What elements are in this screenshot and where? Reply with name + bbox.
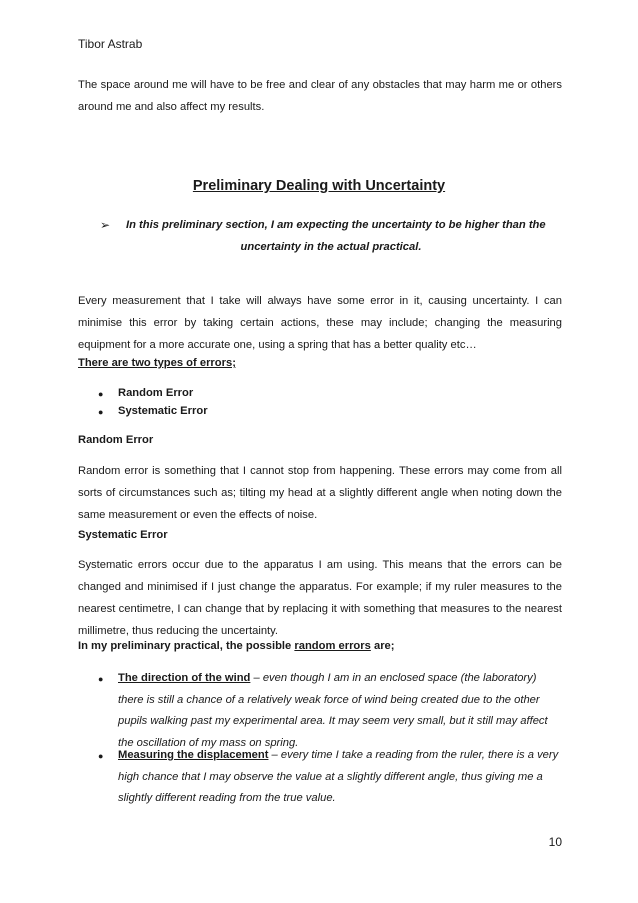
section-title: Preliminary Dealing with Uncertainty — [192, 178, 446, 194]
note-line-2: uncertainty in the actual practical. — [240, 241, 422, 253]
error-type-random: Random Error — [118, 387, 194, 399]
arrow-bullet-icon: ➢ — [100, 218, 111, 232]
list-item — [118, 668, 562, 754]
preliminary-errors-heading — [78, 640, 395, 652]
error-types-heading: There are two types of errors; — [78, 357, 236, 369]
systematic-error-text: Systematic errors occur due to the apparatus I am using. This means that the errors can be changed and minimised if I just change the apparatus. For example; if my ruler measures to the nearest centimetre, I can change that by replacing it with something that measures to the nearest millimetre, thus reducing the uncertainty. — [78, 559, 562, 637]
systematic-error-heading: Systematic Error — [78, 529, 168, 541]
item-lead: The direction of the wind — [118, 672, 251, 684]
note-line-1: In this preliminary section, I am expecting the uncertainty to be higher than the — [126, 219, 546, 231]
author-name: Tibor Astrab — [78, 37, 143, 51]
bullet-icon: ● — [98, 407, 104, 417]
item-text: – even though I am in an enclosed space (the laboratory) there is still a chance of a relatively weak force of wind being created due to the other pupils walking past my experimental area. It may seem very small, but it still may affect the oscillation of my mass on spring. — [118, 672, 548, 749]
error-type-systematic: Systematic Error — [118, 405, 208, 417]
item-lead: Measuring the displacement — [118, 749, 269, 761]
page-number: 10 — [548, 835, 562, 849]
measurement-paragraph: Every measurement that I take will always have some error in it, causing uncertainty. I can minimise this error by taking certain actions, these may include; changing the measuring equipment for a more accurate one, using a spring that has a better quality etc… — [78, 295, 562, 351]
bullet-icon: ● — [98, 389, 104, 399]
heading-random-errors: random errors — [294, 640, 371, 652]
random-error-heading: Random Error — [78, 434, 154, 446]
bullet-icon: ● — [98, 751, 104, 761]
list-item — [118, 745, 562, 810]
item-text: – every time I take a reading from the ruler, there is a very high chance that I may observe the value at a slightly different angle, thus giving me a slightly different reading from the true value. — [118, 749, 559, 804]
random-error-text: Random error is something that I cannot stop from happening. These errors may come from all sorts of circumstances such as; tilting my head at a slightly different angle when noting down the same measurement or even the effects of noise. — [78, 465, 562, 521]
heading-pre: In my preliminary practical, the possible — [78, 640, 295, 652]
intro-paragraph: The space around me will have to be free and clear of any obstacles that may harm me or others around me and also affect my results. — [78, 79, 562, 113]
bullet-icon: ● — [98, 674, 104, 684]
heading-post: are; — [370, 640, 395, 652]
